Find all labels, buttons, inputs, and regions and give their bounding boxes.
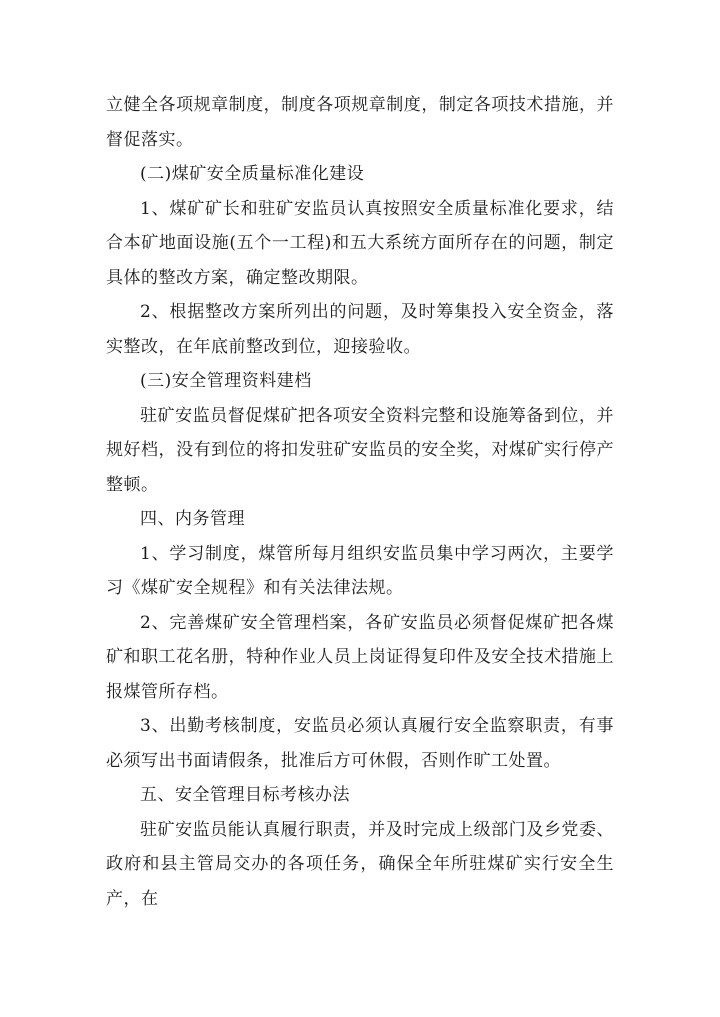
paragraph-item-3-attendance: 3、出勤考核制度，安监员必须认真履行安全监察职责，有事必须写出书面请假条，批准后方可休假，否则作旷工处置。 [106, 716, 614, 771]
paragraph-records-archiving: 驻矿安监员督促煤矿把各项安全资料完整和设施筹备到位，并规好档，没有到位的将扣发驻矿安监员的安全奖，对煤矿实行停产整顿。 [106, 405, 614, 495]
paragraph-item-2-rectification: 2、根据整改方案所列出的问题，及时筹集投入安全资金，落实整改，在年底前整改到位，迎接验收。 [106, 302, 614, 357]
document-body [106, 88, 614, 916]
paragraph-item-1-study-system: 1、学习制度，煤管所每月组织安监员集中学习两次，主要学习《煤矿安全规程》和有关法律法规。 [106, 543, 614, 598]
paragraph-assessment-method: 驻矿安监员能认真履行职责，并及时完成上级部门及乡党委、政府和县主管局交办的各项任务，确保全年所驻煤矿实行安全生产，在 [106, 819, 614, 909]
section-heading-records-archiving: (三)安全管理资料建档 [140, 371, 312, 391]
section-heading-assessment-method: 五、安全管理目标考核办法 [140, 785, 350, 805]
paragraph-continuation: 立健全各项规章制度，制度各项规章制度，制定各项技术措施，并督促落实。 [106, 95, 614, 150]
paragraph-item-2-management-files: 2、完善煤矿安全管理档案，各矿安监员必须督促煤矿把各煤矿和职工花名册，特种作业人员上岗证得复印件及安全技术措施上报煤管所存档。 [106, 612, 614, 702]
section-heading-quality-standardization: (二)煤矿安全质量标准化建设 [140, 164, 365, 184]
paragraph-item-1-standardization: 1、煤矿矿长和驻矿安监员认真按照安全质量标准化要求，结合本矿地面设施(五个一工程)和五大系统方面所存在的问题，制定具体的整改方案，确定整改期限。 [106, 198, 614, 288]
section-heading-internal-management: 四、内务管理 [140, 509, 245, 529]
